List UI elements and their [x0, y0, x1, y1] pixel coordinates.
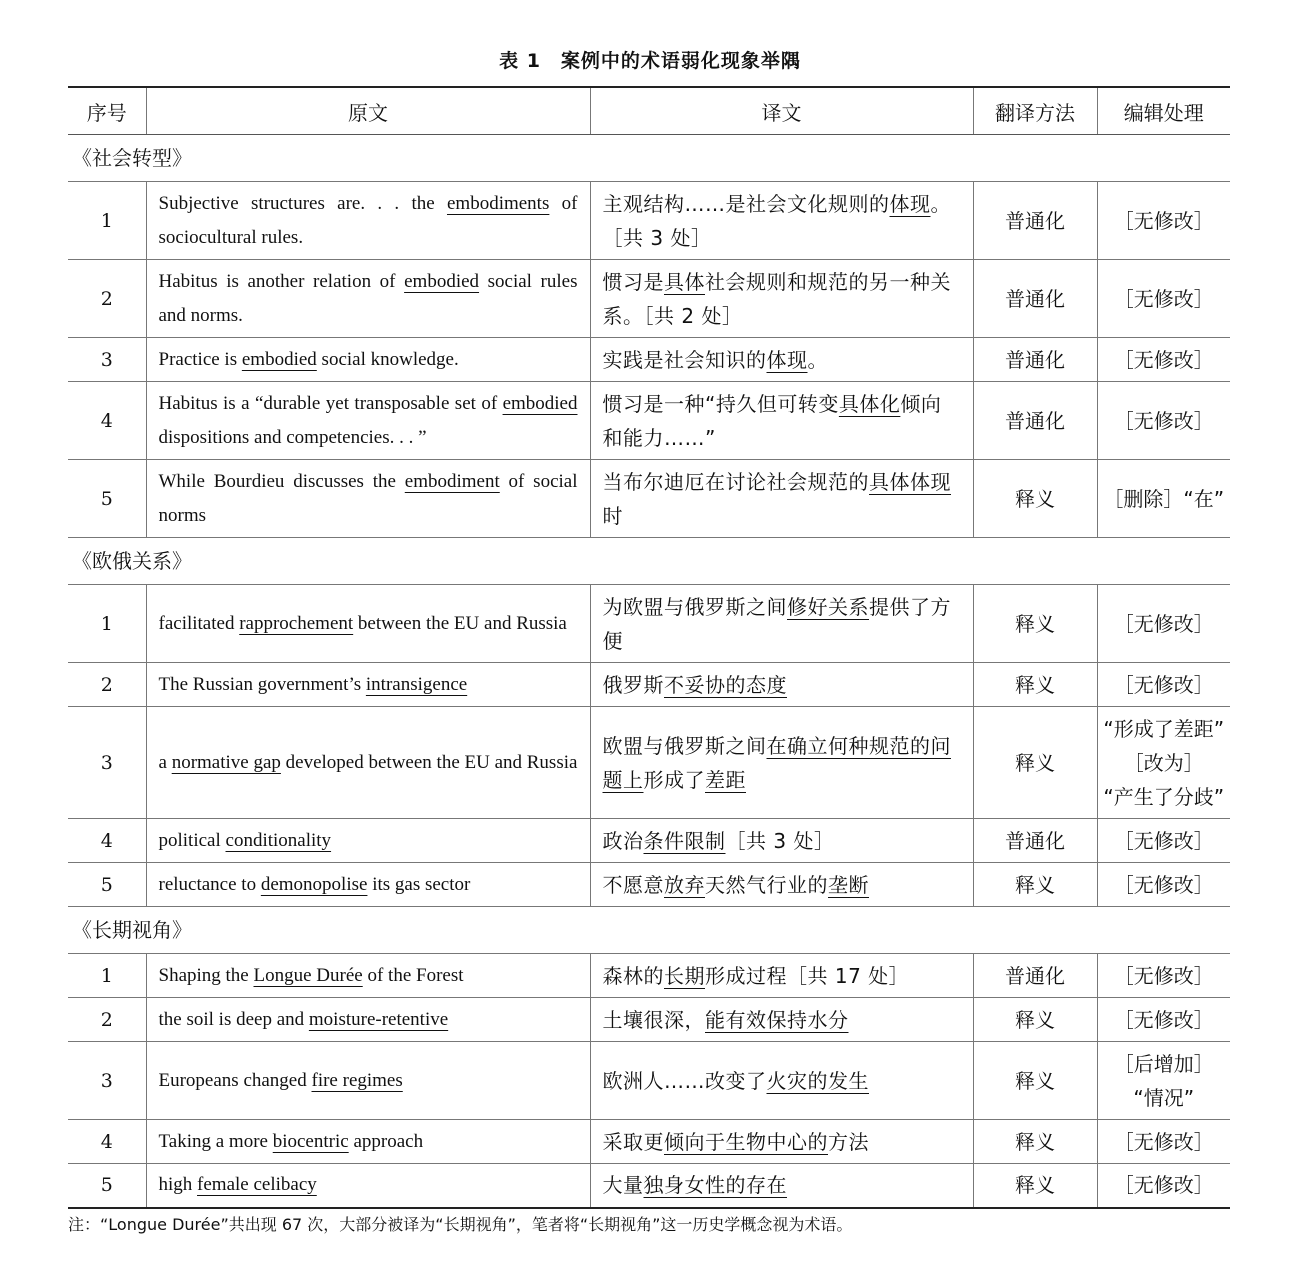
translation-text: [590, 819, 973, 863]
source-text: [146, 338, 590, 382]
edit-line: ［后增加］: [1113, 1051, 1214, 1076]
terminology-table: [68, 86, 1230, 1209]
source-text: [146, 260, 590, 338]
edit-line: ［无修改］: [1113, 408, 1214, 433]
source-text: [146, 819, 590, 863]
table-row: [68, 585, 1230, 663]
row-number: 2: [68, 663, 146, 707]
translation-method: 释义: [973, 1042, 1097, 1120]
source-text: [146, 954, 590, 998]
translation-method: 释义: [973, 1120, 1097, 1164]
table-body: [68, 135, 1230, 1208]
translation-text: [590, 382, 973, 460]
header-source: 原文: [146, 87, 590, 135]
table-note: 注：“Longue Durée”共出现 67 次，大部分被译为“长期视角”，笔者将“长期视角”这一历史学概念视为术语。: [68, 1215, 853, 1234]
source-text: [146, 707, 590, 819]
table-row: [68, 663, 1230, 707]
translation-text: [590, 585, 973, 663]
text-segment: 森林的: [602, 963, 664, 988]
source-text: [146, 460, 590, 538]
table-row: [68, 460, 1230, 538]
text-segment: ［共 3 处］: [725, 828, 835, 853]
edit-line: “形成了差距”: [1103, 716, 1225, 741]
header-translation: 译文: [590, 87, 973, 135]
text-segment: political: [158, 829, 226, 851]
row-number: 4: [68, 1120, 146, 1164]
source-text: [146, 663, 590, 707]
text-segment: Shaping the: [158, 964, 254, 986]
text-segment: 主观结构……是社会文化规则的: [602, 191, 890, 216]
row-number: 2: [68, 260, 146, 338]
translation-method: 普通化: [973, 260, 1097, 338]
text-segment: 政治: [602, 828, 644, 853]
row-number: 1: [68, 585, 146, 663]
table-row: [68, 1120, 1230, 1164]
translation-text: [590, 338, 973, 382]
underlined-term: 独身女性的存在: [643, 1173, 787, 1198]
translation-method: 普通化: [973, 182, 1097, 260]
text-segment: 提供了方便: [602, 594, 951, 653]
underlined-term: embodied: [404, 270, 480, 292]
text-segment: 天然气行业的: [705, 872, 828, 897]
text-segment: 时: [602, 503, 623, 528]
table-header-row: [68, 87, 1230, 135]
translation-method: 释义: [973, 663, 1097, 707]
edit-action: [1097, 863, 1230, 907]
translation-method: 释义: [973, 460, 1097, 538]
table-row: [68, 260, 1230, 338]
row-number: 4: [68, 819, 146, 863]
underlined-term: fire regimes: [311, 1069, 403, 1091]
edit-action: [1097, 182, 1230, 260]
table-row: [68, 954, 1230, 998]
table-row: [68, 1164, 1230, 1208]
text-segment: social rules and norms.: [158, 270, 578, 326]
translation-text: [590, 460, 973, 538]
underlined-term: rapprochement: [239, 612, 354, 634]
underlined-term: normative gap: [171, 751, 281, 773]
edit-action: [1097, 819, 1230, 863]
text-segment: 欧盟与俄罗斯之间: [602, 733, 767, 758]
header-edit: 编辑处理: [1097, 87, 1230, 135]
translation-text: [590, 998, 973, 1042]
underlined-term: embodied: [241, 348, 317, 370]
text-segment: between the EU and Russia: [353, 612, 567, 634]
underlined-term: moisture-retentive: [308, 1008, 449, 1030]
text-segment: 社会规则和规范的另一种关系。［共 2 处］: [602, 269, 951, 328]
text-segment: 。: [807, 347, 828, 372]
text-segment: high: [158, 1174, 198, 1196]
underlined-term: Longue Durée: [253, 964, 363, 986]
edit-line: ［删除］“在”: [1103, 486, 1225, 511]
text-segment: 为欧盟与俄罗斯之间: [602, 594, 787, 619]
table-row: [68, 998, 1230, 1042]
translation-method: 释义: [973, 998, 1097, 1042]
section-title: 《社会转型》: [68, 135, 1230, 182]
underlined-term: 长期: [664, 963, 705, 988]
translation-text: [590, 1120, 973, 1164]
text-segment: 形成了: [643, 767, 705, 792]
text-segment: developed between the EU and Russia: [280, 751, 578, 773]
underlined-term: 在确立何种规范的问题上: [602, 733, 951, 792]
row-number: 3: [68, 338, 146, 382]
edit-action: [1097, 460, 1230, 538]
text-segment: Habitus is a “durable yet transposable set of: [158, 392, 503, 414]
text-segment: social knowledge.: [316, 348, 459, 370]
text-segment: the soil is deep and: [158, 1008, 309, 1030]
row-number: 3: [68, 1042, 146, 1120]
text-segment: of sociocultural rules.: [158, 192, 578, 248]
text-segment: 俄罗斯: [602, 672, 664, 697]
edit-action: [1097, 998, 1230, 1042]
edit-line: ［无修改］: [1113, 208, 1214, 233]
source-text: [146, 863, 590, 907]
underlined-term: 具体化: [838, 391, 901, 416]
edit-line: ［无修改］: [1113, 286, 1214, 311]
row-number: 5: [68, 1164, 146, 1208]
underlined-term: 体现: [766, 347, 808, 372]
edit-action: [1097, 585, 1230, 663]
section-row: [68, 907, 1230, 954]
text-segment: 。［共 3 处］: [602, 191, 951, 250]
translation-text: [590, 182, 973, 260]
source-text: [146, 182, 590, 260]
text-segment: 不愿意: [602, 872, 664, 897]
edit-action: [1097, 260, 1230, 338]
table-row: [68, 863, 1230, 907]
text-segment: its gas sector: [367, 873, 471, 895]
text-segment: approach: [348, 1130, 424, 1152]
edit-action: [1097, 1042, 1230, 1120]
underlined-term: conditionality: [225, 829, 332, 851]
text-segment: 采取更: [602, 1129, 664, 1154]
section-title: 《欧俄关系》: [68, 538, 1230, 585]
text-segment: 惯习是一种“持久但可转变: [602, 391, 839, 416]
translation-text: [590, 663, 973, 707]
text-segment: Practice is: [158, 348, 242, 370]
translation-method: 释义: [973, 585, 1097, 663]
text-segment: 实践是社会知识的: [602, 347, 767, 372]
translation-text: [590, 1164, 973, 1208]
underlined-term: 火灾的发生: [766, 1068, 869, 1093]
text-segment: The Russian government’s: [158, 673, 366, 695]
translation-text: [590, 863, 973, 907]
text-segment: Europeans changed: [158, 1069, 312, 1091]
edit-action: [1097, 382, 1230, 460]
text-segment: 大量: [602, 1173, 644, 1198]
edit-action: [1097, 707, 1230, 819]
section-row: [68, 135, 1230, 182]
row-number: 1: [68, 182, 146, 260]
translation-text: [590, 1042, 973, 1120]
translation-method: 释义: [973, 707, 1097, 819]
edit-action: [1097, 663, 1230, 707]
edit-action: [1097, 1120, 1230, 1164]
text-segment: of social norms: [158, 470, 578, 526]
text-segment: 倾向和能力……”: [602, 391, 942, 450]
underlined-term: 能有效保持水分: [705, 1007, 849, 1032]
edit-line: “产生了分歧”: [1103, 784, 1225, 809]
translation-text: [590, 707, 973, 819]
table-row: [68, 1042, 1230, 1120]
edit-line: “情况”: [1133, 1085, 1195, 1110]
translation-text: [590, 260, 973, 338]
underlined-term: embodiment: [404, 470, 500, 492]
table-row: [68, 182, 1230, 260]
edit-line: ［无修改］: [1113, 963, 1214, 988]
table-row: [68, 819, 1230, 863]
edit-action: [1097, 1164, 1230, 1208]
text-segment: facilitated: [158, 612, 240, 634]
section-row: [68, 538, 1230, 585]
edit-line: ［无修改］: [1113, 828, 1214, 853]
section-title: 《长期视角》: [68, 907, 1230, 954]
underlined-term: 垄断: [828, 872, 869, 897]
text-segment: 形成过程［共 17 处］: [705, 963, 910, 988]
source-text: [146, 1164, 590, 1208]
text-segment: 土壤很深，: [602, 1007, 705, 1032]
edit-line: ［无修改］: [1113, 672, 1214, 697]
source-text: [146, 585, 590, 663]
table-row: [68, 382, 1230, 460]
underlined-term: female celibacy: [197, 1174, 317, 1196]
underlined-term: 放弃: [664, 872, 705, 897]
text-segment: Habitus is another relation of: [158, 270, 405, 292]
edit-line: ［无修改］: [1113, 347, 1214, 372]
translation-method: 释义: [973, 863, 1097, 907]
edit-line: ［无修改］: [1113, 1007, 1214, 1032]
text-segment: reluctance to: [158, 873, 261, 895]
edit-line: ［无修改］: [1113, 1173, 1214, 1198]
underlined-term: intransigence: [365, 673, 468, 695]
row-number: 4: [68, 382, 146, 460]
text-segment: 当布尔迪厄在讨论社会规范的: [602, 469, 869, 494]
source-text: [146, 382, 590, 460]
edit-action: [1097, 338, 1230, 382]
text-segment: While Bourdieu discusses the: [158, 470, 405, 492]
row-number: 1: [68, 954, 146, 998]
source-text: [146, 998, 590, 1042]
text-segment: Subjective structures are. . . the: [158, 192, 447, 214]
table-row: [68, 338, 1230, 382]
header-index: 序号: [68, 87, 146, 135]
row-number: 2: [68, 998, 146, 1042]
edit-line: ［无修改］: [1113, 872, 1214, 897]
text-segment: 欧洲人……改变了: [602, 1068, 767, 1093]
edit-line: ［无修改］: [1113, 1129, 1214, 1154]
row-number: 5: [68, 863, 146, 907]
edit-line: ［改为］: [1123, 750, 1204, 775]
underlined-term: 差距: [705, 767, 746, 792]
edit-line: ［无修改］: [1113, 611, 1214, 636]
header-method: 翻译方法: [973, 87, 1097, 135]
row-number: 3: [68, 707, 146, 819]
text-segment: Taking a more: [158, 1130, 273, 1152]
underlined-term: 具体体现: [869, 469, 951, 494]
translation-method: 普通化: [973, 338, 1097, 382]
translation-method: 普通化: [973, 954, 1097, 998]
underlined-term: 体现: [889, 191, 931, 216]
table-caption: 表 1 案例中的术语弱化现象举隅: [499, 50, 801, 72]
text-segment: 惯习是: [602, 269, 664, 294]
underlined-term: 具体: [664, 269, 705, 294]
table-row: [68, 707, 1230, 819]
underlined-term: 条件限制: [643, 828, 726, 853]
underlined-term: 不妥协的态度: [664, 672, 787, 697]
edit-action: [1097, 954, 1230, 998]
underlined-term: biocentric: [272, 1130, 349, 1152]
text-segment: of the Forest: [362, 964, 464, 986]
translation-method: 释义: [973, 1164, 1097, 1208]
underlined-term: demonopolise: [260, 873, 368, 895]
source-text: [146, 1042, 590, 1120]
underlined-term: 修好关系: [787, 594, 869, 619]
row-number: 5: [68, 460, 146, 538]
translation-method: 普通化: [973, 382, 1097, 460]
text-segment: 方法: [828, 1129, 869, 1154]
underlined-term: embodiments: [446, 192, 550, 214]
source-text: [146, 1120, 590, 1164]
text-segment: a: [158, 751, 172, 773]
underlined-term: embodied: [502, 392, 578, 414]
underlined-term: 倾向于生物中心的: [664, 1129, 828, 1154]
text-segment: dispositions and competencies. . . ”: [158, 426, 427, 448]
translation-text: [590, 954, 973, 998]
translation-method: 普通化: [973, 819, 1097, 863]
